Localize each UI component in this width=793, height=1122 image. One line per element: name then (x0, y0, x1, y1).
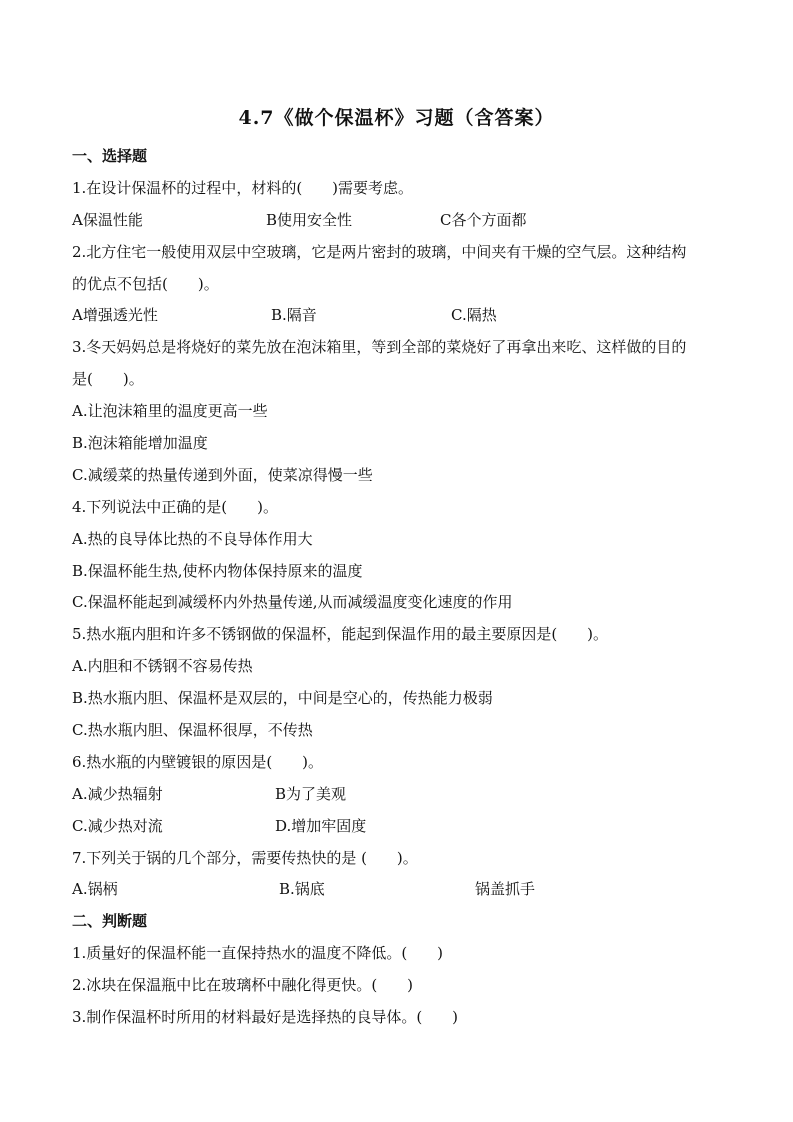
option-b: B.隔音 (271, 306, 317, 325)
page-title: 4.7《做个保温杯》习题（含答案） (238, 107, 555, 129)
question-6-stem: 6.热水瓶的内壁镀银的原因是( )。 (72, 752, 324, 771)
question-4-stem: 4.下列说法中正确的是( )。 (72, 497, 279, 516)
question-4-option-c: C.保温杯能起到减缓杯内外热量传递,从而减缓温度变化速度的作用 (72, 593, 513, 612)
question-3-option-c: C.减缓菜的热量传递到外面，使菜凉得慢一些 (72, 465, 373, 484)
question-5-option-a: A.内胆和不锈钢不容易传热 (72, 657, 253, 676)
option-b: B.锅底 (279, 880, 325, 899)
question-3-stem-line1: 3.冬天妈妈总是将烧好的菜先放在泡沫箱里，等到全部的菜烧好了再拿出来吃、这样做的目的 (72, 338, 687, 357)
option-c: 锅盖抓手 (475, 880, 536, 899)
option-a: A保温性能 (72, 210, 143, 229)
question-1-options (72, 205, 732, 237)
option-a: A增强透光性 (72, 306, 158, 325)
question-2-options (72, 300, 732, 332)
question-3-stem-line2: 是( )。 (72, 370, 144, 389)
option-c: C.减少热对流 (72, 816, 163, 835)
option-d: D.增加牢固度 (275, 816, 367, 835)
question-5-stem: 5.热水瓶内胆和许多不锈钢做的保温杯，能起到保温作用的最主要原因是( )。 (72, 625, 609, 644)
question-4-option-b: B.保温杯能生热,使杯内物体保持原来的温度 (72, 561, 363, 580)
question-2-stem-line1: 2.北方住宅一般使用双层中空玻璃，它是两片密封的玻璃，中间夹有干燥的空气层。这种结构 (72, 242, 687, 261)
option-b: B使用安全性 (266, 210, 353, 229)
question-3-option-b: B.泡沫箱能增加温度 (72, 434, 208, 453)
question-5-option-c: C.热水瓶内胆、保温杯很厚，不传热 (72, 721, 313, 740)
option-a: A.锅柄 (72, 880, 118, 899)
judgment-item-3: 3.制作保温杯时所用的材料最好是选择热的良导体。( ) (72, 1008, 459, 1027)
option-c: C各个方面都 (440, 210, 527, 229)
question-7-stem: 7.下列关于锅的几个部分，需要传热快的是 ( )。 (72, 848, 418, 867)
document-body (72, 141, 732, 1034)
judgment-item-2: 2.冰块在保温瓶中比在玻璃杯中融化得更快。( ) (72, 976, 414, 995)
question-1-stem: 1.在设计保温杯的过程中，材料的( )需要考虑。 (72, 178, 414, 197)
question-3-option-a: A.让泡沫箱里的温度更高一些 (72, 402, 268, 421)
question-4-option-a: A.热的良导体比热的不良导体作用大 (72, 529, 313, 548)
question-6-options-row2 (72, 811, 732, 843)
option-b: B为了美观 (275, 784, 347, 803)
section-heading-judgment: 二、判断题 (72, 912, 148, 931)
question-6-options-row1 (72, 779, 732, 811)
question-7-options (72, 874, 732, 906)
section-heading-choice: 一、选择题 (72, 147, 148, 165)
option-c: C.隔热 (451, 306, 497, 325)
option-a: A.减少热辐射 (72, 784, 163, 803)
question-5-option-b: B.热水瓶内胆、保温杯是双层的，中间是空心的，传热能力极弱 (72, 689, 493, 708)
question-2-stem-line2: 的优点不包括( )。 (72, 274, 219, 293)
judgment-item-1: 1.质量好的保温杯能一直保持热水的温度不降低。( ) (72, 944, 444, 963)
